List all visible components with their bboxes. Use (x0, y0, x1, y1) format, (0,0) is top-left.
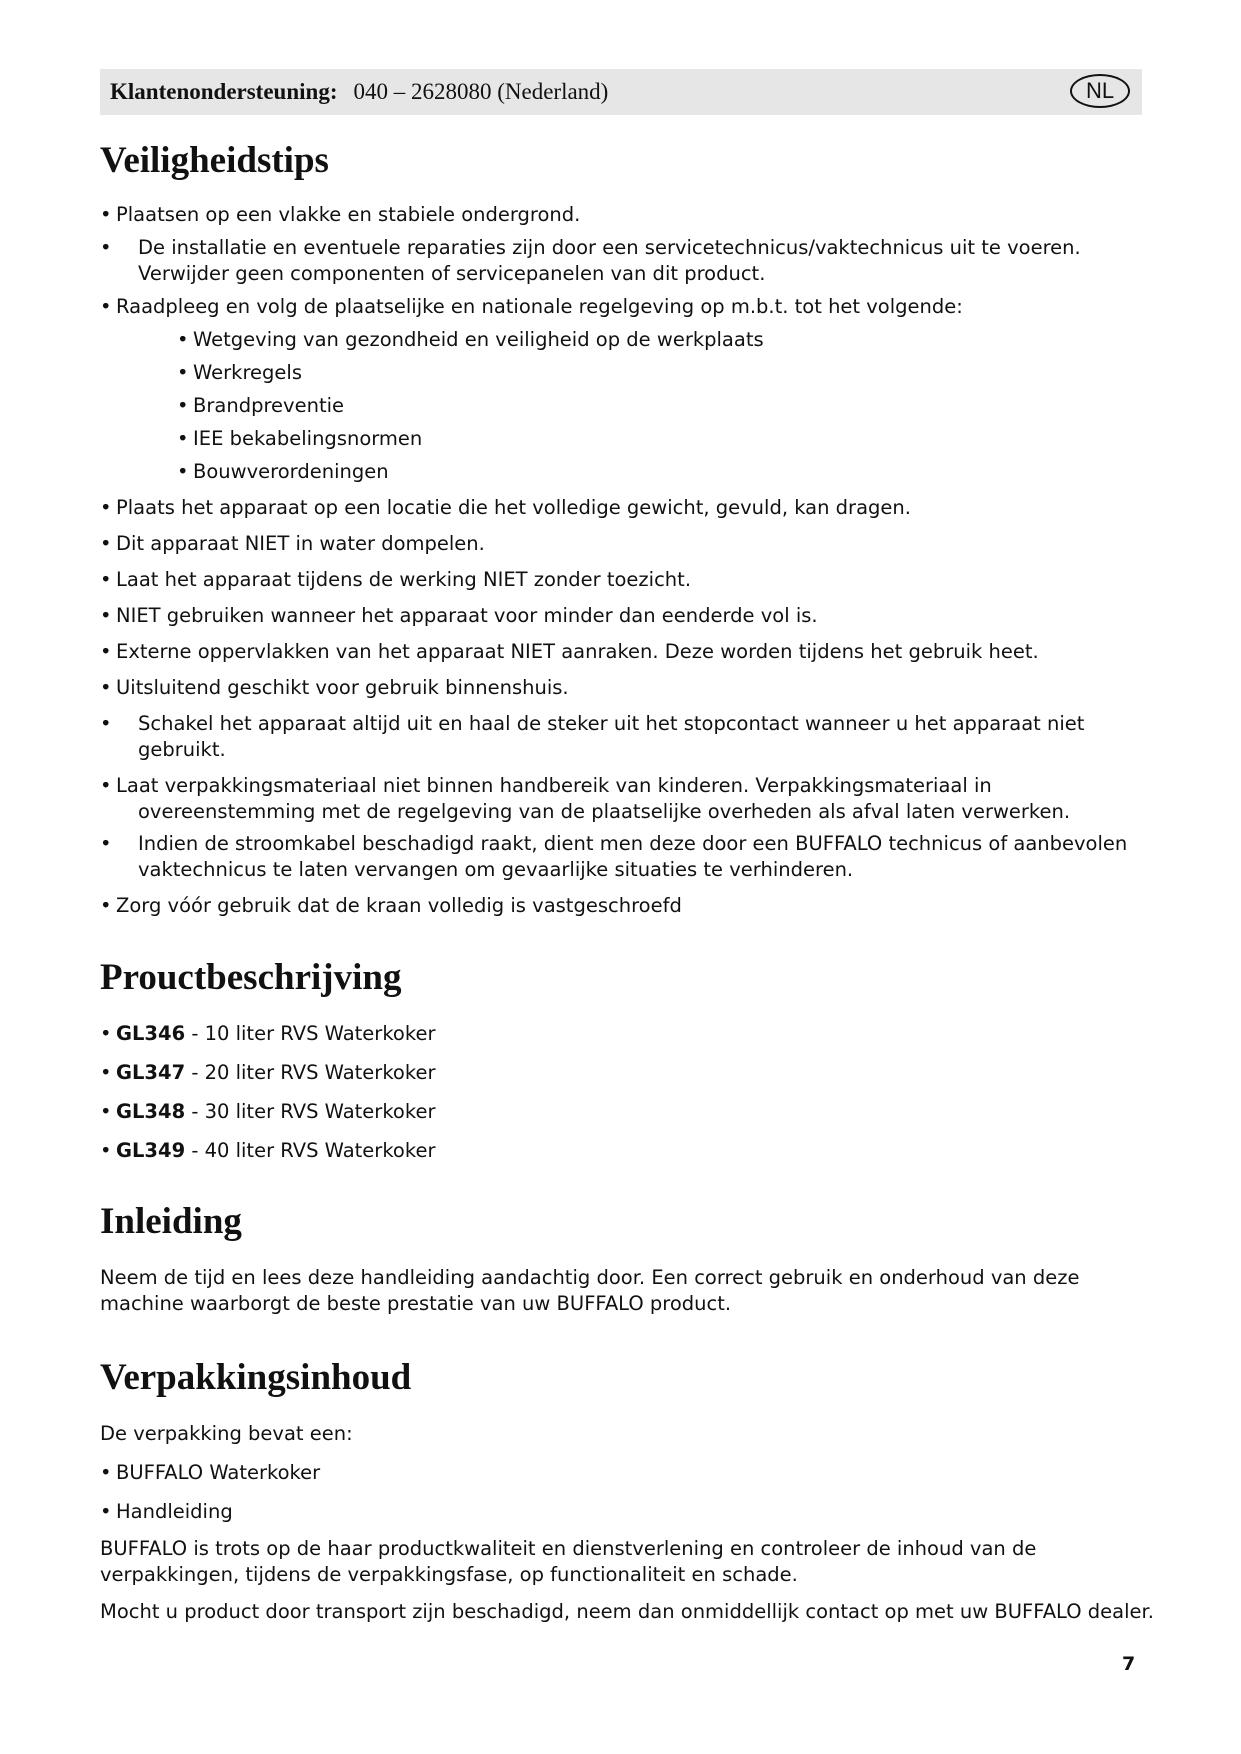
package-paragraph-line: Mocht u product door transport zijn beschadigd, neem dan onmiddellijk contact op met uw BUFFALO dealer. (100, 1600, 1154, 1623)
product-desc: - 20 liter RVS Waterkoker (185, 1061, 436, 1084)
intro-line: machine waarborgt de beste prestatie van uw BUFFALO product. (100, 1292, 732, 1315)
product-code: GL347 (116, 1061, 186, 1084)
product-desc: - 40 liter RVS Waterkoker (185, 1139, 436, 1162)
intro-line: Neem de tijd en lees deze handleiding aandachtig door. Een correct gebruik en onderhoud van deze (100, 1266, 1080, 1289)
product-title: Prouctbeschrijving (100, 957, 402, 998)
package-lead: De verpakking bevat een: (100, 1422, 353, 1445)
header-bar (100, 69, 1142, 115)
support-phone: 040 – 2628080 (Nederland) (353, 79, 609, 104)
support-label: Klantenondersteuning: (110, 79, 338, 104)
package-paragraph-line: verpakkingen, tijdens de verpakkingsfase, op functionaliteit en schade. (100, 1563, 798, 1586)
page-number: 7 (1122, 1653, 1136, 1675)
package-title: Verpakkingsinhoud (100, 1357, 412, 1398)
language-badge: NL (1070, 74, 1130, 108)
safety-title: Veiligheidstips (100, 140, 329, 181)
product-code: GL349 (116, 1139, 186, 1162)
product-code: GL348 (116, 1100, 186, 1123)
support-contact (110, 77, 608, 107)
manual-page: Klantenondersteuning: 040 – 2628080 (Nederland) NL Veiligheidstips • Plaatsen op een vlakke en stabiele ondergrond. • De installatie en eventuele reparaties zijn door een servicetechnicus/vaktechnicus uit te voeren. Verwijder geen componenten of servicepanelen van dit product. • Raadpleeg en volg de plaatselijke en nationale regelgeving op m.b.t. tot het volgende: • Wetgeving van gezondheid en veiligheid op de werkplaats • Werkregels • Brandpreventie • IEE bekabelingsnormen • Bouwverordeningen • Plaats het apparaat op een locatie die het volledige gewicht, gevuld, kan dragen. • Dit apparaat NIET in water dompelen. • Laat het apparaat tijdens de werking NIET zonder toezicht. • NIET gebruiken wanneer het apparaat voor minder dan eenderde vol is. • Externe oppervlakken van het apparaat NIET aanraken. Deze worden tijdens het gebruik heet. • Uitsluitend geschikt voor gebruik binnenshuis. • Schakel het apparaat altijd uit en haal de steker uit het stopcontact wanneer u het apparaat niet gebruikt. • Laat verpakkingsmateriaal niet binnen handbereik van kinderen. Verpakkingsmateriaal in overeenstemming met de regelgeving van de plaatselijke overheden als afval laten verwerken. • Indien de stroomkabel beschadigd raakt, dient men deze door een BUFFALO technicus of aanbevolen vaktechnicus te laten vervangen om gevaarlijke situaties te verhinderen. • Zorg vóór gebruik dat de kraan volledig is vastgeschroefd Prouctbeschrijving • GL346 - 10 liter RVS Waterkoker • GL347 - 20 liter RVS Waterkoker • GL348 - 30 liter RVS Waterkoker • GL349 - 40 liter RVS Waterkoker Inleiding Neem de tijd en lees deze handleiding aandachtig door. Een correct gebruik en onderhoud van deze machine waarborgt de beste prestatie van uw BUFFALO product. Verpakkingsinhoud De verpakking bevat een: • BUFFALO Waterkoker • Handleiding BUFFALO is trots op de haar productkwaliteit en dienstverlening en controleer de inhoud van de verpakkingen, tijdens de verpakkingsfase, op functionaliteit en schade. Mocht u product door transport zijn beschadigd, neem dan onmiddellijk contact op met uw BUFFALO dealer. 7 (0, 0, 1241, 1754)
product-desc: - 30 liter RVS Waterkoker (185, 1100, 436, 1123)
package-paragraph-line: BUFFALO is trots op de haar productkwaliteit en dienstverlening en controleer de inhoud van de (100, 1537, 1037, 1560)
product-desc: - 10 liter RVS Waterkoker (185, 1022, 436, 1045)
product-code: GL346 (116, 1022, 186, 1045)
intro-title: Inleiding (100, 1201, 242, 1242)
